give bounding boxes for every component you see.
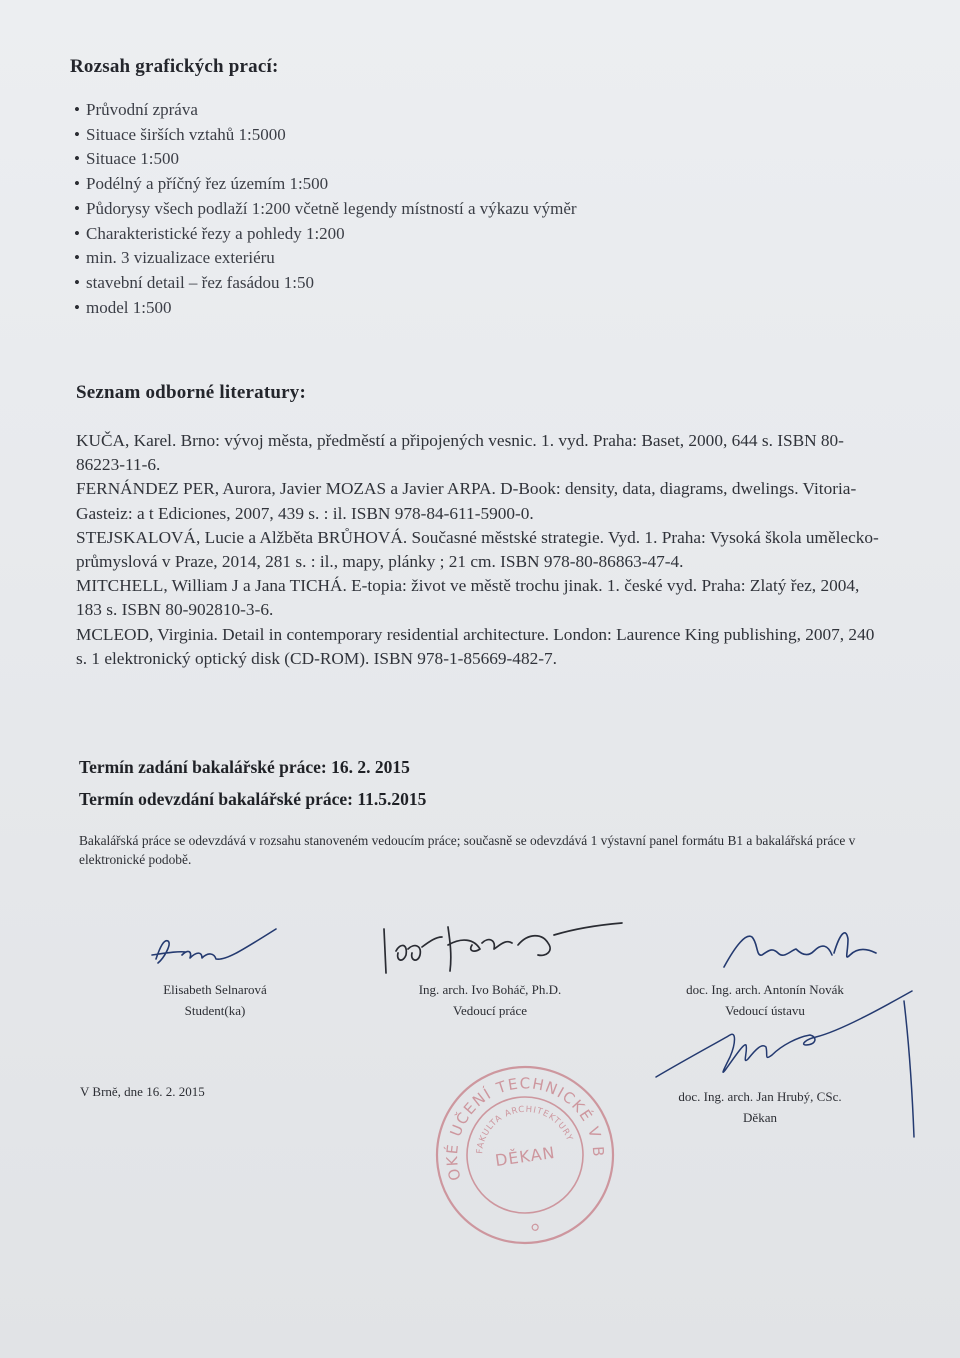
supervisor-signature xyxy=(378,915,628,975)
dean-signature-block xyxy=(640,1086,880,1128)
institute-head-role: Vedoucí ústavu xyxy=(725,1003,805,1018)
submission-note: Bakalářská práce se odevzdává v rozsahu stanoveném vedoucím práce; současně se odevzdává 1 výstavní panel formátu B1 a bakalářská práce v elektronické podobě. xyxy=(79,833,856,867)
place-and-date: V Brně, dne 16. 2. 2015 xyxy=(80,1084,205,1099)
literature-list xyxy=(76,429,886,671)
stamp-center-text: DĚKAN xyxy=(493,1142,557,1171)
faculty-stamp xyxy=(430,1060,620,1250)
literature-item: MCLEOD, Virginia. Detail in contemporary residential architecture. London: Laurence King publishing, 2007, 240 s. 1 elektronický optický disk (CD-ROM). ISBN 978-1-85669-482-7. xyxy=(76,624,875,668)
scope-item: • Situace 1:500 xyxy=(74,147,577,172)
scope-item: • model 1:500 xyxy=(74,296,577,321)
scope-item: • stavební detail – řez fasádou 1:50 xyxy=(74,271,577,296)
dean-role: Děkan xyxy=(743,1110,777,1125)
scope-heading: Rozsah grafických prací: xyxy=(70,56,279,77)
literature-heading: Seznam odborné literatury: xyxy=(76,382,306,403)
scope-item: • min. 3 vizualizace exteriéru xyxy=(74,246,577,271)
literature-item: FERNÁNDEZ PER, Aurora, Javier MOZAS a Javier ARPA. D-Book: density, data, diagrams, dwelings. Vitoria-Gasteiz: a t Ediciones, 2007, 439 s. : il. ISBN 978-84-611-5900-0. xyxy=(76,479,857,523)
student-signature xyxy=(146,925,286,975)
student-role: Student(ka) xyxy=(184,1003,246,1018)
student-signature-block xyxy=(115,979,315,1021)
assignment-date: Termín zadání bakalářské práce: 16. 2. 2015 xyxy=(79,757,410,777)
scope-item: • Situace širších vztahů 1:5000 xyxy=(74,123,577,148)
scope-item: • Průvodní zpráva xyxy=(74,98,577,123)
student-name: Elisabeth Selnarová xyxy=(163,982,267,997)
institute-head-signature-block xyxy=(645,979,885,1021)
institute-head-signature xyxy=(716,925,896,975)
literature-item: MITCHELL, William J a Jana TICHÁ. E-topia: život ve městě trochu jinak. 1. české vyd. Praha: Zlatý řez, 2004, 183 s. ISBN 80-902810-3-6. xyxy=(76,576,860,620)
scope-item: • Podélný a příčný řez územím 1:500 xyxy=(74,172,577,197)
scope-item: • Půdorysy všech podlaží 1:200 včetně legendy místností a výkazu výměr xyxy=(74,197,577,222)
submission-date: Termín odevzdání bakalářské práce: 11.5.2015 xyxy=(79,789,427,809)
literature-item: STEJSKALOVÁ, Lucie a Alžběta BRŮHOVÁ. Současné městské strategie. Vyd. 1. Praha: Vysoká škola umělecko-průmyslová v Praze, 2014, 281 s. : il., mapy, plánky ; 21 cm. ISBN 978-80-86863-47-4. xyxy=(76,527,879,572)
scope-list xyxy=(74,98,577,320)
supervisor-role: Vedoucí práce xyxy=(453,1003,527,1018)
literature-item: KUČA, Karel. Brno: vývoj města, předměstí a připojených vesnic. 1. vyd. Praha: Baset, 2000, 644 s. ISBN 80-86223-11-6. xyxy=(76,431,844,475)
scope-item: • Charakteristické řezy a pohledy 1:200 xyxy=(74,222,577,247)
supervisor-signature-block xyxy=(379,979,601,1021)
institute-head-name: doc. Ing. arch. Antonín Novák xyxy=(686,982,844,997)
supervisor-name: Ing. arch. Ivo Boháč, Ph.D. xyxy=(418,982,562,997)
dean-name: doc. Ing. arch. Jan Hrubý, CSc. xyxy=(678,1089,842,1104)
stamp-inner-text: FAKULTA ARCHITEKTURY xyxy=(475,1104,575,1155)
stamp-outer-text: VYSOKÉ UČENÍ TECHNICKÉ V BRNĚ xyxy=(443,1074,608,1183)
